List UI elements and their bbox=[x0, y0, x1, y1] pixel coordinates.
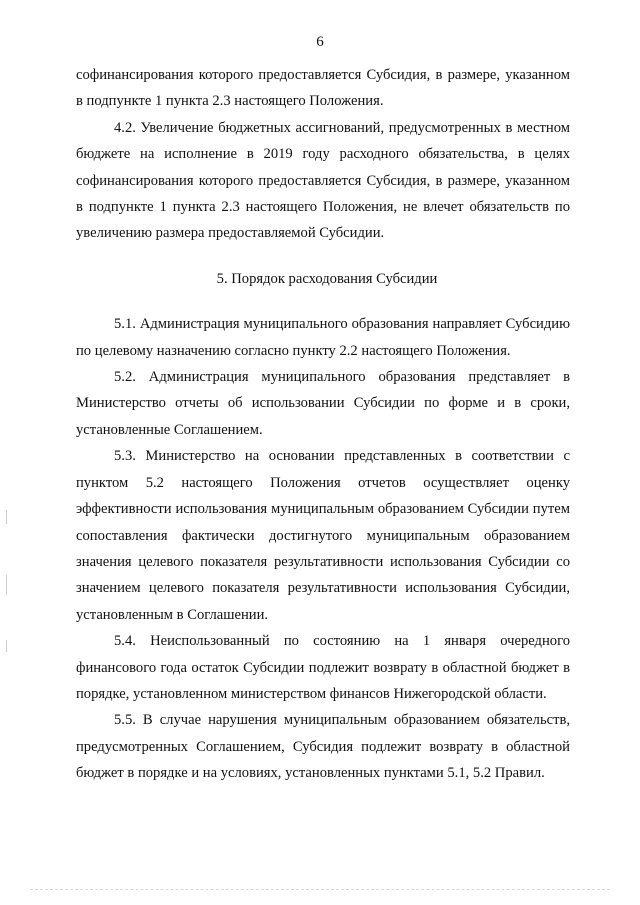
paragraph-5-1: 5.1. Администрация муниципального образования направляет Субсидию по целевому назначению согласно пункту 2.2 настоящего Положения. bbox=[76, 316, 570, 359]
scan-edge-mark bbox=[6, 575, 7, 595]
paragraph-5-5: 5.5. В случае нарушения муниципальным образованием обязательств, предусмотренных Соглашением, Субсидия подлежит возврату в областной бюджет в порядке и на условиях, установленных пунктами 5.1, 5.2 Правил. bbox=[76, 712, 570, 782]
scan-bottom-edge bbox=[30, 889, 610, 891]
scan-edge-mark bbox=[6, 510, 7, 524]
paragraph-5-3: 5.3. Министерство на основании представленных в соответствии с пунктом 5.2 настоящего Положения отчетов осуществляет оценку эффективности использования муниципальным образованием Субсидии путем сопоставления фактически достигнутого муниципальным образованием значения целевого показателя результативности использования Субсидии со значением целевого показателя результативности использования Субсидии, установленным в Соглашении. bbox=[76, 448, 570, 623]
scan-edge-mark bbox=[6, 640, 7, 652]
paragraph-5-2: 5.2. Администрация муниципального образования представляет в Министерство отчеты об использовании Субсидии по форме и в сроки, установленные Соглашением. bbox=[76, 369, 570, 438]
paragraph-5-4: 5.4. Неиспользованный по состоянию на 1 января очередного финансового года остаток Субсидии подлежит возврату в областной бюджет в порядке, установленном министерством финансов Нижегородской области. bbox=[76, 633, 570, 702]
paragraph-continuation: софинансирования которого предоставляется Субсидия, в размере, указанном в подпункте 1 пункта 2.3 настоящего Положения. bbox=[76, 67, 570, 110]
page-number: 6 bbox=[316, 34, 324, 50]
document-body bbox=[76, 62, 570, 787]
paragraph-4-2: 4.2. Увеличение бюджетных ассигнований, предусмотренных в местном бюджете на исполнение в 2019 году расходного обязательства, в целях софинансирования которого предоставляется Субсидия, в размере, указанном в подпункте 1 пункта 2.3 настоящего Положения, не влечет обязательств по увеличению размера предоставляемой Субсидии. bbox=[76, 119, 570, 242]
section-heading-5: 5. Порядок расходования Субсидии bbox=[216, 270, 438, 287]
